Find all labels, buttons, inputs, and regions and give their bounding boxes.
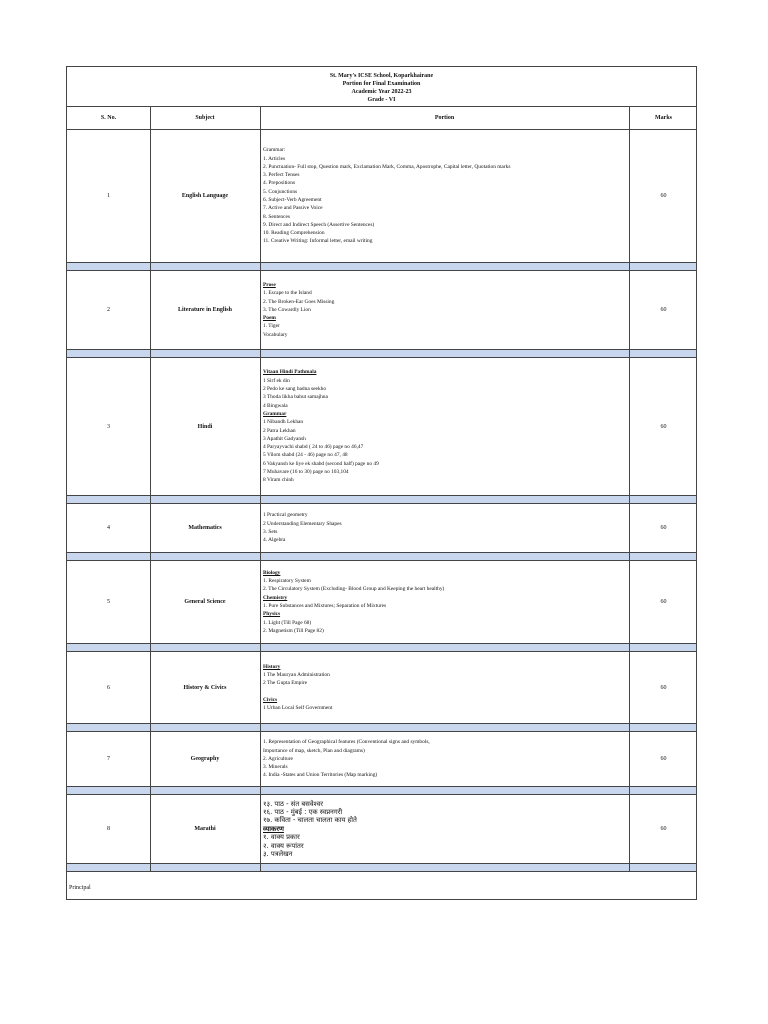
column-subject: Subject [195, 115, 215, 121]
school-name: St. Mary's ICSE School, Koparkhairane [329, 73, 434, 79]
portion-line: 2 Understanding Elementary Shapes [263, 520, 342, 527]
portion-line: 1. Light (Till Page 68) [263, 619, 312, 626]
row-separator [67, 644, 696, 652]
portion-heading: Poem [263, 315, 276, 322]
footer-row [67, 878, 696, 899]
row-subject: History & Civics [183, 684, 227, 691]
row-separator [67, 553, 696, 561]
row-marks: 60 [660, 307, 667, 313]
row-portion [260, 732, 629, 786]
row-subject: Mathematics [188, 525, 222, 531]
portion-line: १७. कविता - चालता चालता काय होते [263, 816, 357, 825]
row-portion [260, 795, 629, 863]
portion-line: 1. Representation of Geographical features (Conventional signs and symbols, [263, 739, 430, 746]
row-portion [260, 271, 629, 349]
portion-line: Importance of map, sketch, Plan and diagrams) [263, 747, 365, 754]
portion-line: 8. Sentences [263, 213, 290, 220]
portion-heading: व्याकरण [263, 824, 284, 833]
portion-line: 9. Direct and Indirect Speech (Assertive Sentences) [263, 221, 375, 228]
row-marks: 60 [660, 525, 667, 531]
portion-line: १. वाक्य प्रकार [263, 833, 300, 842]
portion-line: १३. पाठ - संत बसवेश्वर [263, 799, 324, 808]
row-marks: 60 [660, 826, 667, 832]
row-marks: 60 [660, 423, 667, 430]
portion-line: 2 The Gupta Empire [263, 680, 308, 687]
row-subject: Geography [190, 756, 220, 762]
portion-line: ३. पत्रलेखन [263, 850, 293, 859]
row-sno: 7 [107, 756, 110, 762]
row-separator [67, 787, 696, 795]
portion-line: Grammar: [263, 147, 286, 154]
row-marks: 60 [660, 684, 667, 691]
grade-label: Grade - VI [367, 97, 396, 103]
portion-line: 4. Algebra [263, 537, 286, 544]
portion-line: 1. Escape to the Island [263, 290, 312, 297]
table-row [67, 358, 696, 496]
table-row [67, 504, 696, 553]
portion-line: 2. The Circulatory System (Excluding- Blood Group and Keeping the heart healthy) [263, 586, 445, 593]
portion-line: 3 Apathit Gadyansh [263, 435, 306, 442]
row-sno: 1 [107, 193, 110, 199]
row-sno: 3 [107, 423, 110, 430]
table-row [67, 652, 696, 724]
principal-label: Principal [69, 885, 91, 891]
portion-line: 4. Prepositions [263, 180, 296, 187]
table-row [67, 130, 696, 263]
column-sno: S. No. [100, 115, 117, 121]
portion-line: 3. Perfect Tenses [263, 172, 300, 179]
row-sno: 8 [107, 826, 110, 832]
row-marks: 60 [660, 756, 667, 762]
column-portion: Portion [434, 115, 455, 121]
portion-line: 4. India -States and Union Territories (Map marking) [263, 772, 378, 779]
portion-line: 3. The Cowardly Lion [263, 306, 311, 313]
portion-heading: Civics [263, 696, 278, 703]
portion-line: 5. Conjunctions [263, 188, 298, 195]
portion-line: 11. Creative Writing: Informal letter, email writing [263, 238, 373, 245]
portion-sheet [66, 66, 697, 900]
portion-line: 1. Tiger [263, 323, 280, 330]
portion-heading: Prose [263, 281, 276, 288]
row-subject: Hindi [197, 423, 213, 430]
row-sno: 6 [107, 684, 110, 691]
academic-year: Academic Year 2022-23 [351, 89, 412, 95]
row-separator [67, 864, 696, 872]
row-sno: 4 [107, 525, 110, 531]
portion-heading: Biology [263, 569, 281, 576]
portion-line: 1. Respiratory System [263, 578, 311, 585]
row-marks: 60 [660, 193, 667, 199]
portion-line: 1 The Mauryan Administration [263, 672, 330, 679]
row-portion [260, 358, 629, 495]
row-sno: 2 [107, 307, 110, 313]
row-subject: Literature in English [178, 307, 232, 313]
column-header-row [67, 107, 696, 130]
portion-line: २. वाक्य रूपांतर [263, 841, 304, 850]
table-row [67, 795, 696, 864]
row-portion [260, 561, 629, 643]
row-subject: Marathi [194, 826, 216, 832]
portion-line: 10. Reading Comprehension [263, 230, 325, 237]
portion-line: 2. Magnetism (Till Page 82) [263, 627, 324, 634]
row-separator [67, 263, 696, 271]
portion-line: 2. Agriculture [263, 755, 293, 762]
row-subject: English Language [181, 193, 229, 199]
row-subject: General Science [184, 599, 226, 605]
portion-heading: Physics [263, 611, 281, 618]
portion-line: 2 Patra Lekhan [263, 427, 296, 434]
column-marks: Marks [655, 115, 672, 121]
portion-line: 1 Practical geometry [263, 512, 308, 519]
row-portion [260, 504, 629, 552]
portion-line: 1. Pure Substances and Mixtures; Separation of Mixtures [263, 603, 387, 609]
portion-line: 7 Muhavare (16 to 30) page no 103,104 [263, 468, 349, 475]
portion-heading: Grammar [263, 410, 287, 417]
column-divider [629, 107, 630, 872]
portion-line: Vocabulary [263, 331, 288, 338]
portion-line: 7. Active and Passive Voice [263, 205, 323, 212]
portion-line: 6. Subject-Verb Agreement [263, 197, 322, 203]
portion-line: 5 Vilom shabd (24 - 46) page no 47, 48 [263, 452, 348, 459]
portion-heading: Vitaan Hindi Pathmala [263, 369, 317, 376]
portion-line: 4 Paryayvachi shabd ( 24 to 46) page no 46,47 [263, 444, 364, 451]
sheet-header [67, 67, 696, 107]
portion-line: 3. Sets [263, 529, 278, 535]
portion-line: १६. पाठ - मुंबई : एक स्वप्ननगरी [263, 807, 343, 816]
exam-title: Portion for Final Examination [342, 81, 421, 87]
portion-line: 4 Bingwala [263, 402, 288, 409]
portion-line: 3. Minerals [263, 764, 288, 771]
portion-heading: History [263, 663, 281, 670]
row-separator [67, 724, 696, 732]
table-row [67, 561, 696, 644]
table-row [67, 732, 696, 787]
portion-heading: Chemistry [263, 594, 288, 601]
portion-line: 1. Articles [263, 155, 286, 162]
table-row [67, 271, 696, 350]
row-portion [260, 652, 629, 723]
row-portion [260, 130, 629, 262]
portion-line [263, 688, 629, 696]
portion-line: 2 Pedo ke sang badna seekho [263, 386, 327, 393]
column-divider [150, 107, 151, 872]
portion-line: 1 Urban Local Self Government [263, 704, 333, 711]
row-separator [67, 496, 696, 504]
row-marks: 60 [660, 599, 667, 605]
portion-line: 2. Punctuation- Full stop, Question mark, Exclamation Mark, Comma, Apostrophe, Capital letter, Quotation marks [263, 163, 511, 170]
row-separator [67, 350, 696, 358]
column-divider [260, 107, 261, 872]
portion-line: 8 Viram chinh [263, 477, 294, 484]
portion-line: 3 Thoda likha bahut samajhna [263, 394, 328, 401]
portion-line: 6 Vakyansh ke liye ek shabd (second half) page no 49 [263, 460, 379, 467]
portion-line: 2. The Broken-Ear Goes Missing [263, 298, 335, 305]
portion-line: 1 Sirf ek din [263, 377, 290, 384]
row-sno: 5 [107, 599, 110, 605]
portion-line: 1 Nibandh Lekhan [263, 419, 304, 426]
